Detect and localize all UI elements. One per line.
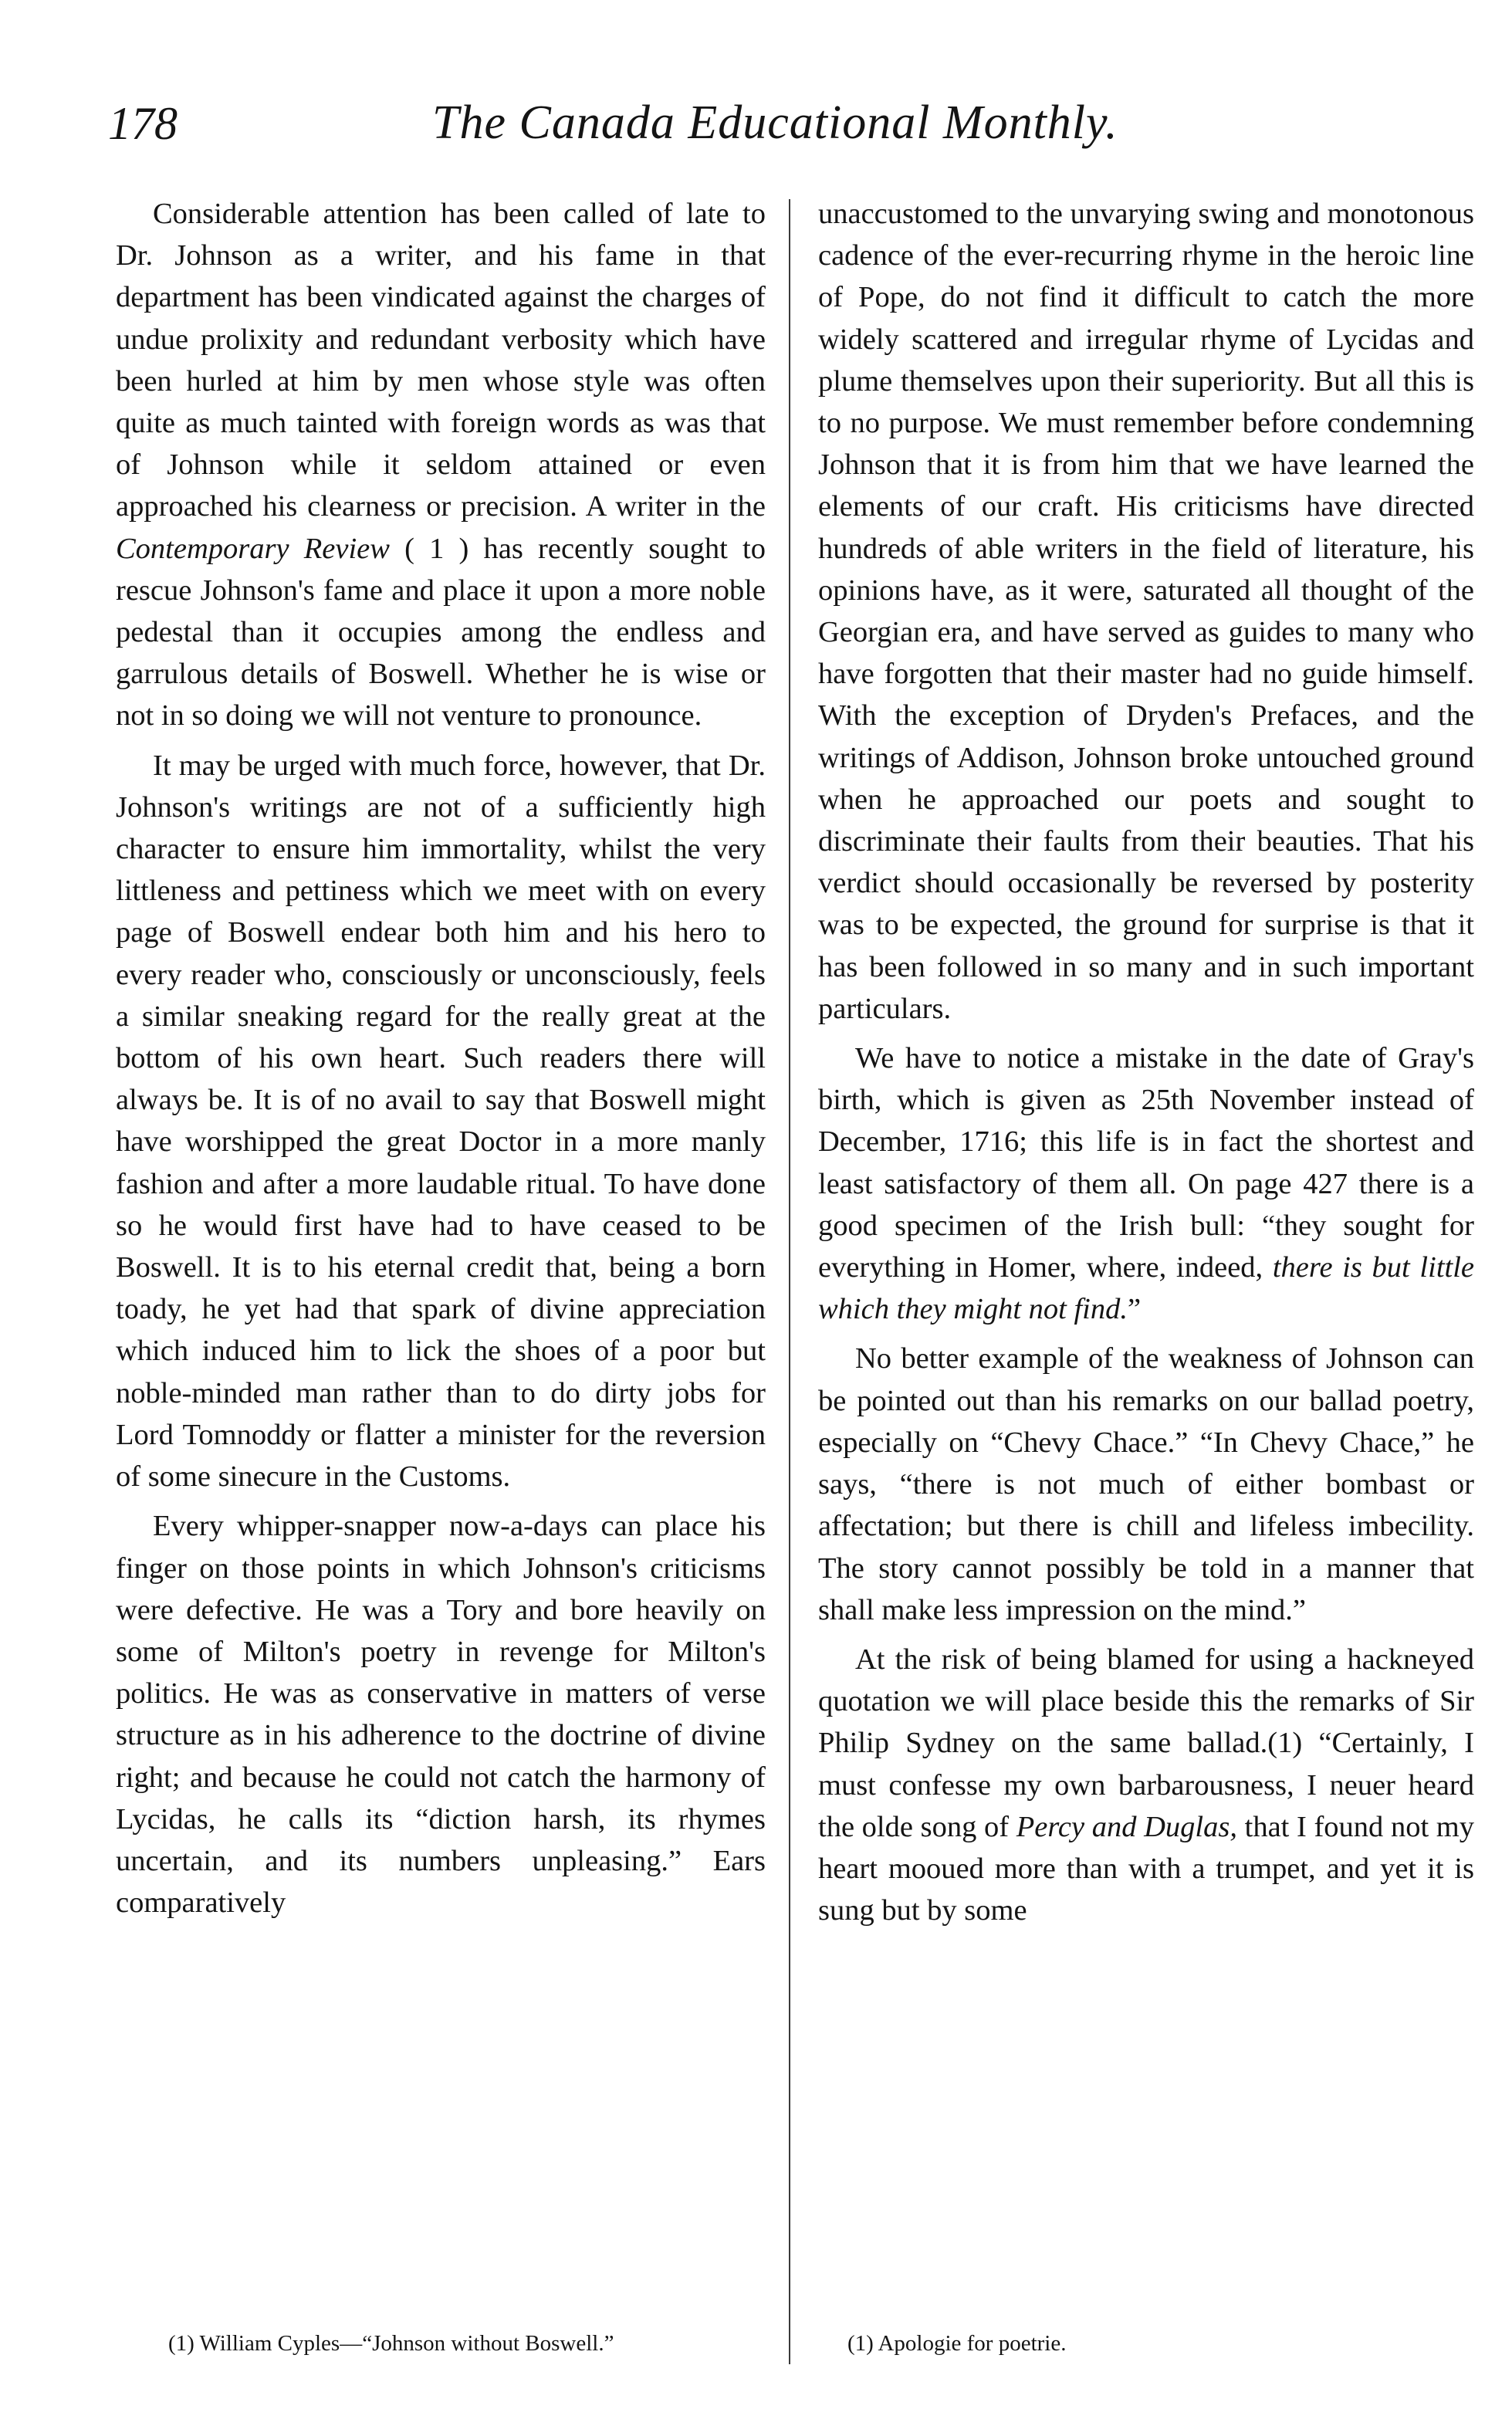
footnote-right: (1) Apologie for poetrie. — [847, 2331, 1067, 2356]
right-paragraph-4: At the risk of being blamed for using a hackneyed quotation we will place beside this the remarks of Sir Philip Sydney on the same ballad.(1) “Certainly, I must confesse my own barbarousness, I neuer heard the olde song of Percy and Duglas, that I found not my heart mooued more than with a trumpet, and yet it is sung but by some — [818, 1643, 1474, 1927]
footnote-left: (1) William Cyples—“Johnson without Boswell.” — [168, 2331, 614, 2356]
left-column — [116, 193, 766, 1924]
ballad-title: Percy and Duglas, — [1016, 1810, 1237, 1843]
left-paragraph-1: Considerable attention has been called of late to Dr. Johnson as a writer, and his fame in that department has been vindicated against the charges of undue prolixity and redundant verbosity which have been hurled at him by men whose style was often quite as much tainted with foreign words as was that of Johnson while it seldom attained or even approached his clearness or precision. A writer in the Contemporary Review ( 1 ) has recently sought to rescue Johnson's fame and place it upon a more noble pedestal than it occupies among the endless and garrulous details of Boswell. Whether he is wise or not in so doing we will not venture to pronounce. — [116, 198, 766, 733]
right-paragraph-1: unaccustomed to the unvarying swing and monotonous cadence of the ever-recurring rhyme in the heroic line of Pope, do not find it difficult to catch the more widely scattered and irregular rhyme of Lycidas and plume themselves upon their superiority. But all this is to no purpose. We must remember before condemning Johnson that it is from him that we have learned the elements of our craft. His criticisms have directed hundreds of able writers in the field of literature, his opinions have, as it were, saturated all thought of the Georgian era, and have served as guides to many who have forgotten that their master had no guide himself. With the exception of Dryden's Prefaces, and the writings of Addison, Johnson broke untouched ground when he approached our poets and sought to discriminate their faults from their beauties. That his verdict should occasionally be reversed by posterity was to be expected, the ground for surprise is that it has been followed in so many and in such important particulars. — [818, 198, 1474, 1025]
journal-title: Contemporary Review — [116, 532, 390, 565]
column-divider — [789, 199, 790, 2364]
italic-quote: there is but little which they might not find. — [818, 1251, 1474, 1326]
right-paragraph-2: We have to notice a mistake in the date of Gray's birth, which is given as 25th November instead of December, 1716; this life is in fact the shortest and least satisfactory of them all. On page 427 there is a good specimen of the Irish bull: “they sought for everything in Homer, where, indeed, there is but little which they might not find.” — [818, 1042, 1474, 1326]
left-paragraph-3: Every whipper-snapper now-a-days can place his finger on those points in which Johnson's criticisms were defective. He was a Tory and bore heavily on some of Milton's poetry in revenge for Milton's politics. He was as conservative in matters of verse structure as in his adherence to the doctrine of divine right; and because he could not catch the harmony of Lycidas, he calls its “diction harsh, its rhymes uncertain, and its numbers unpleasing.” Ears comparatively — [116, 1510, 766, 1920]
left-paragraph-2: It may be urged with much force, however, that Dr. Johnson's writings are not of a sufficiently high character to ensure him immortality, whilst the very littleness and pettiness which we meet with on every page of Boswell endear both him and his hero to every reader who, consciously or unconsciously, feels a similar sneaking regard for the really great at the bottom of his own heart. Such readers there will always be. It is of no avail to say that Boswell might have worshipped the great Doctor in a more manly fashion and after a more laudable ritual. To have done so he would first have had to have ceased to be Boswell. It is to his eternal credit that, being a born toady, he yet had that spark of divine appreciation which induced him to lick the shoes of a poor but noble-minded man rather than to do dirty jobs for Lord Tomnoddy or flatter a minister for the reversion of some sinecure in the Customs. — [116, 749, 766, 1494]
right-column — [818, 193, 1474, 1931]
running-title: The Canada Educational Monthly. — [432, 96, 1118, 149]
page-number: 178 — [108, 98, 178, 149]
right-paragraph-3: No better example of the weakness of Johnson can be pointed out than his remarks on our ballad poetry, especially on “Chevy Chace.” “In Chevy Chace,” he says, “there is not much of either bombast or affectation; but there is chill and lifeless imbecility. The story cannot possibly be told in a manner that shall make less impression on the mind.” — [818, 1342, 1474, 1626]
